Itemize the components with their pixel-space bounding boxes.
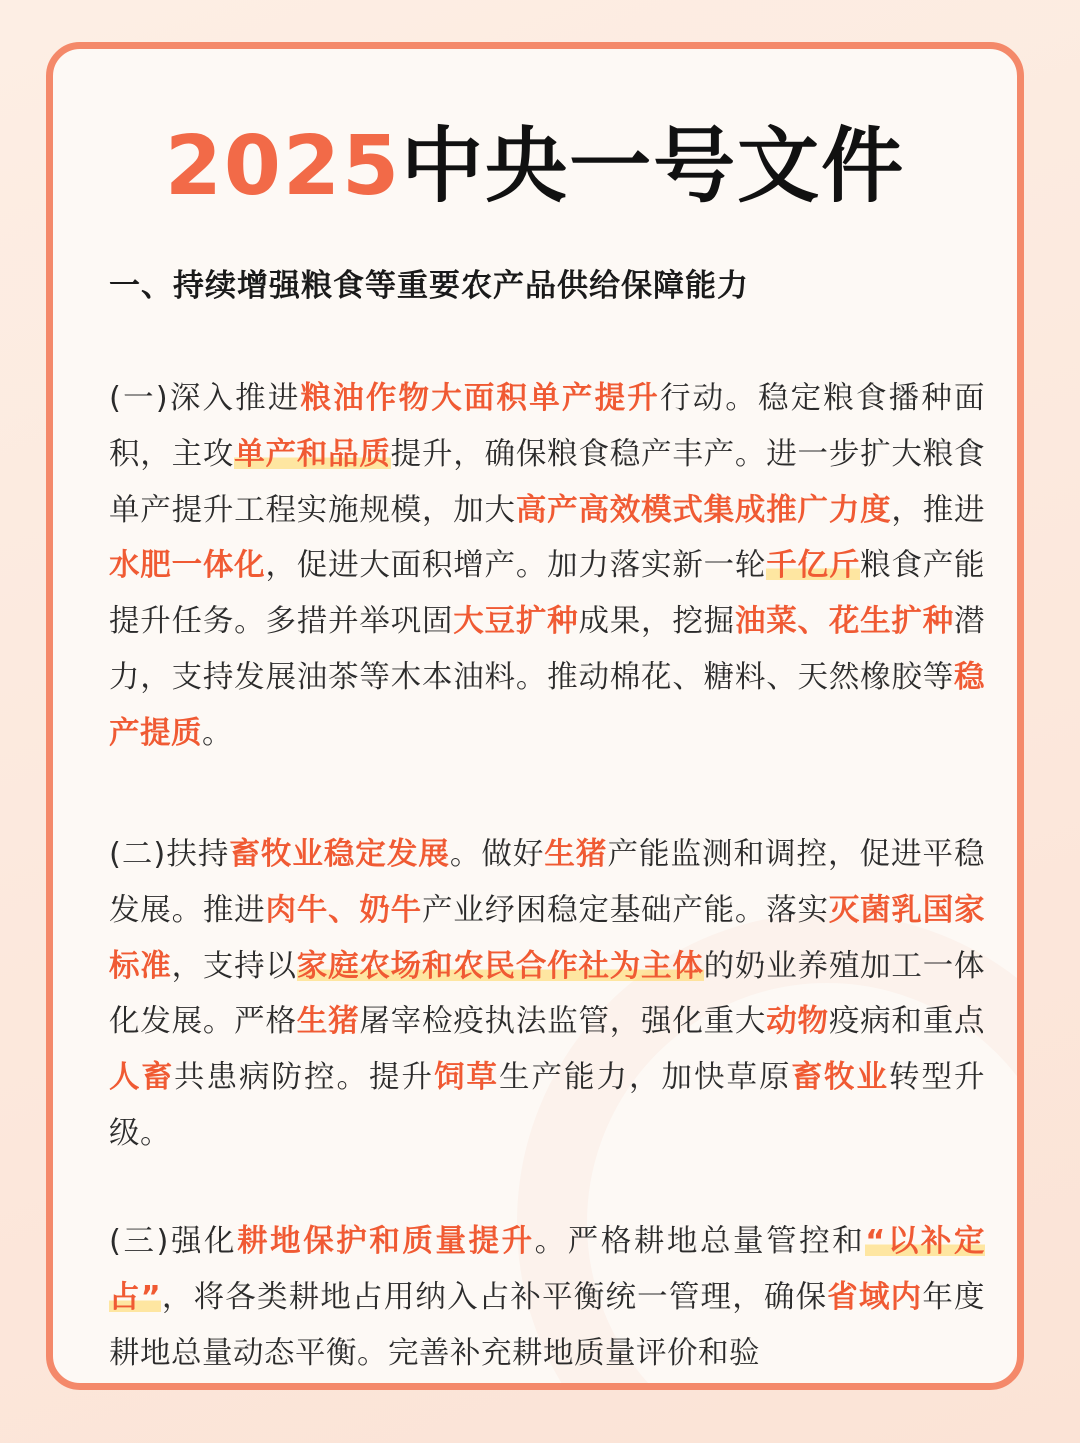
title-text: 中央一号文件 [401,119,906,214]
text-run: ，促进大面积增产。加力落实新一轮 [265,548,767,584]
text-run: 转型升级。 [109,1060,985,1151]
text-run: 生产能力，加快草原 [499,1060,792,1096]
text-run: 疫病和重点 [828,1004,986,1040]
text-run: ，将各类耕地占用纳入占补平衡统一管理，确保 [161,1279,828,1315]
text-run: (一)深入推进 [109,381,301,416]
title-year: 2025 [164,119,402,214]
highlighted-phrase: 人畜 [109,1060,174,1096]
text-run: 。做好 [449,837,545,872]
highlighted-phrase: 大豆扩种 [453,604,579,640]
highlighted-phrase: 千亿斤 [766,548,861,584]
text-run: 行动。稳定粮食播种面积，主攻 [109,381,985,472]
highlighted-phrase: 畜牧业稳定发展 [229,837,450,872]
text-run: 产能监测和调控，促进平稳发展。推进 [109,837,986,928]
highlighted-phrase: 生猪 [544,837,608,872]
text-run: 。 [202,715,233,751]
highlighted-phrase: 高产高效模式集成推广力度 [515,492,892,528]
text-run: ，支持以 [171,948,297,984]
text-run: 。严格耕地总量管控和 [534,1224,866,1259]
highlighted-phrase: 畜牧业 [791,1060,889,1096]
text-run: 潜力，支持发展油茶等木本油料。推动棉花、糖料、天然橡胶等 [109,604,986,695]
highlighted-phrase: 灭菌乳国家标准 [109,892,986,984]
paragraph-3 [109,1214,985,1381]
highlighted-phrase: 省域内 [827,1279,923,1315]
highlighted-phrase: 饲草 [434,1060,499,1096]
text-run: 产业纾困稳定基础产能。落实 [421,892,829,928]
text-run: (二)扶持 [109,837,230,872]
paragraph-1 [109,371,985,762]
text-run: 提升，确保粮食稳产丰产。进一步扩大粮食单产提升工程实施规模，加大 [109,436,986,528]
highlighted-phrase: 水肥一体化 [109,548,266,584]
text-run: 的奶业养殖加工一体化发展。严格 [109,948,986,1040]
highlighted-phrase: 动物 [766,1004,829,1040]
text-run: 粮食产能提升任务。多措并举巩固 [109,548,986,640]
paragraph-2 [109,827,985,1162]
page-title [53,117,1017,217]
highlighted-phrase: 稳产提质 [109,659,985,751]
text-run: (三)强化 [109,1224,238,1259]
text-run: ，推进 [891,492,986,528]
text-run: 成果，挖掘 [578,604,735,640]
document-card [46,42,1024,1390]
highlighted-phrase: 肉牛、奶牛 [265,892,422,928]
highlighted-phrase: 耕地保护和质量提升 [237,1224,535,1259]
highlighted-phrase: 生猪 [296,1004,360,1040]
highlighted-phrase: 油菜、花生扩种 [734,604,955,640]
highlighted-phrase: 粮油作物大面积单产提升 [300,381,660,416]
text-run: 年度耕地总量动态平衡。完善补充耕地质量评价和验 [109,1279,986,1371]
section-heading: 一、持续增强粮食等重要农产品供给保障能力 [109,268,749,304]
highlighted-phrase: 家庭农场和农民合作社为主体 [296,948,704,984]
highlighted-phrase: “以补定占” [109,1224,985,1315]
text-run: 共患病防控。提升 [174,1060,434,1096]
text-run: 屠宰检疫执法监管，强化重大 [359,1004,767,1040]
highlighted-phrase: 单产和品质 [234,436,391,472]
